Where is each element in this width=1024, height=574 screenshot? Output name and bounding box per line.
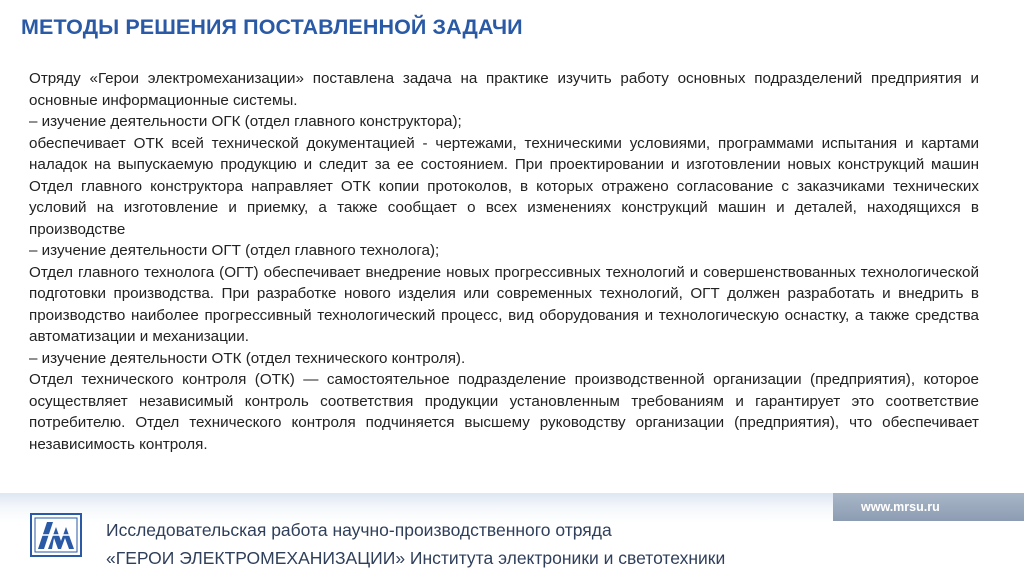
paragraph-intro: Отряду «Герои электромеханизации» поставлена задача на практике изучить работу основных подразделений предприятия и основные информационные системы.: [29, 70, 979, 109]
main-text: [29, 68, 979, 455]
paragraph-ogt-description: Отдел главного технолога (ОГТ) обеспечивает внедрение новых прогрессивных технологий и совершенствованных технологической подготовки производства. При разработке нового изделия или современных технологий, ОГТ должен разработать и внедрить в производство наиболее прогрессивный технологический процесс, вид оборудования и технологическую оснастку, а также средства автоматизации и механизации.: [29, 263, 979, 345]
website-link[interactable]: [833, 493, 1024, 521]
paragraph-ogk-heading: – изучение деятельности ОГК (отдел главного конструктора);: [29, 113, 462, 130]
paragraph-otk-heading: – изучение деятельности ОТК (отдел технического контроля).: [29, 349, 466, 367]
paragraph-otk-description: Отдел технического контроля (ОТК) — самостоятельное подразделение производственной организации (предприятия), которое осуществляет независимый контроль соответствия продукции установленным требованиям и гарантирует это соответствие потребителю. Отдел технического контроля подчиняется высшему руководству организации (предприятия), что обеспечивает независимость контроля.: [29, 371, 979, 453]
paragraph-ogk-description: обеспечивает ОТК всей технической документацией - чертежами, техническими условиями, программами испытания и картами наладок на выпускаемую продукцию и следит за ее состоянием. При проектировании и изготовлении новых конструкций машин Отдел главного конструктора направляет ОТК копии протоколов, в которых отражено согласование с заказчиками технических условий на изготовление и приемку, а также сообщает о всех изменениях конструкций машин и деталей, находящихся в производстве: [29, 134, 979, 238]
university-logo-icon: [30, 513, 82, 557]
footer-line-1: Исследовательская работа научно-производственного отряда: [106, 520, 612, 540]
website-url[interactable]: www.mrsu.ru: [861, 500, 940, 514]
page-title: МЕТОДЫ РЕШЕНИЯ ПОСТАВЛЕННОЙ ЗАДАЧИ: [21, 15, 523, 39]
footer-caption: [106, 516, 725, 572]
footer-line-2: «ГЕРОИ ЭЛЕКТРОМЕХАНИЗАЦИИ» Института электроники и светотехники: [106, 548, 726, 568]
paragraph-ogt-heading: – изучение деятельности ОГТ (отдел главного технолога);: [29, 242, 440, 259]
